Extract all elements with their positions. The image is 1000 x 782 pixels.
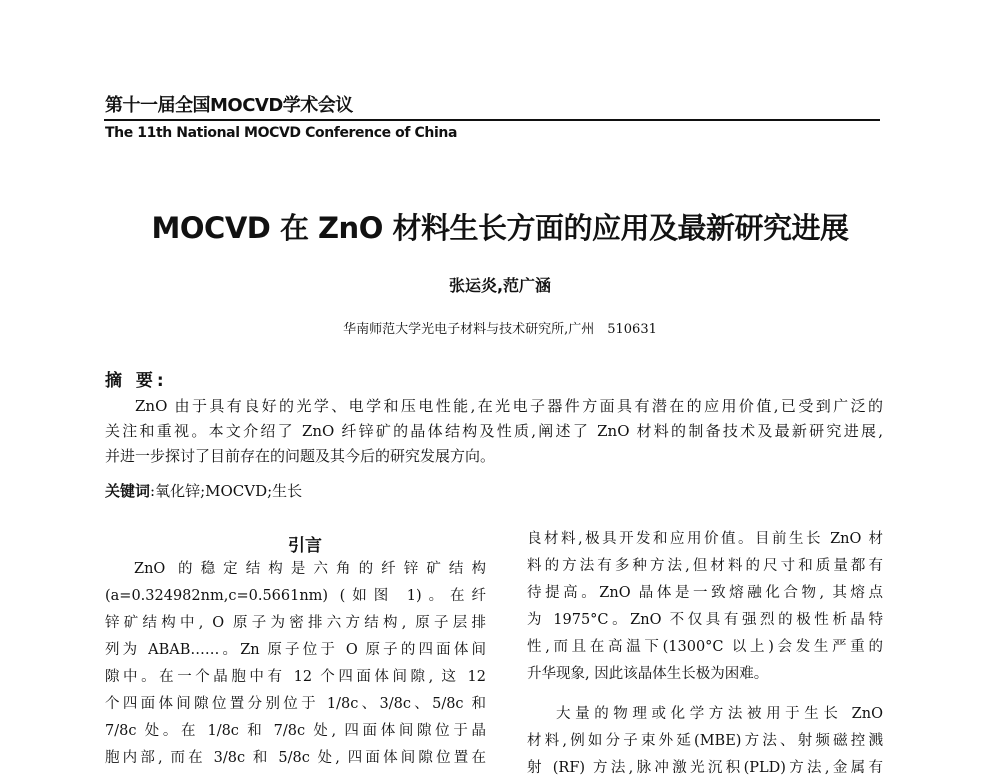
- keywords-line: [105, 480, 302, 501]
- body-line: 升华现象, 因此该晶体生长极为困难。: [527, 666, 769, 682]
- conference-name-en: The 11th National MOCVD Conference of China: [105, 125, 458, 141]
- keywords-label: 关键词: [105, 482, 151, 500]
- abstract-heading: 摘 要:: [105, 371, 168, 391]
- abstract-line: 关注和重视。本文介绍了 ZnO 纤锌矿的晶体结构及性质,阐述了 ZnO 材料的制备技术及最新研究进展,: [105, 422, 883, 440]
- abstract-body: [105, 394, 883, 469]
- body-line: 射 (RF) 方法,脉冲激光沉积(PLD)方法,金属有: [527, 760, 883, 776]
- body-line: 为 1975°C。ZnO 不仅具有强烈的极性析晶特: [527, 612, 883, 628]
- abstract-line: ZnO 由于具有良好的光学、电学和压电性能,在光电子器件方面具有潜在的应用价值,已受到广泛的: [135, 397, 883, 415]
- body-line: (a=0.324982nm,c=0.5661nm) (如图 1)。在纤: [105, 588, 486, 604]
- paper-affiliation: 华南师范大学光电子材料与技术研究所,广州 510631: [343, 322, 657, 337]
- body-line: 料的方法有多种方法,但材料的尺寸和质量都有: [527, 558, 883, 574]
- body-line: 性,而且在高温下(1300°C 以上)会发生严重的: [527, 639, 883, 655]
- body-column-right: [527, 526, 883, 782]
- header-rule: [104, 119, 880, 121]
- body-line: 个四面体间隙位置分别位于 1/8c、3/8c、5/8c 和: [105, 696, 486, 712]
- body-line: 列为 ABAB……。Zn 原子位于 O 原子的四面体间: [105, 642, 486, 658]
- section-heading-intro: 引言: [288, 536, 322, 556]
- body-line: 大量的物理或化学方法被用于生长 ZnO: [556, 706, 883, 722]
- body-line: 良材料,极具开发和应用价值。目前生长 ZnO 材: [527, 531, 883, 547]
- paper-title: MOCVD 在 ZnO 材料生长方面的应用及最新研究进展: [151, 211, 849, 245]
- body-line: 隙中。在一个晶胞中有 12 个四面体间隙, 这 12: [105, 669, 486, 685]
- paragraph-gap: [527, 688, 883, 701]
- abstract-line: 并进一步探讨了目前存在的问题及其今后的研究发展方向。: [105, 447, 496, 465]
- body-line: 胞内部, 而在 3/8c 和 5/8c 处, 四面体间隙位置在: [105, 750, 486, 766]
- body-line: 材料,例如分子束外延(MBE)方法、射频磁控溅: [527, 733, 883, 749]
- paper-authors: 张运炎,范广涵: [448, 276, 552, 295]
- keywords-value: :氧化锌;MOCVD;生长: [150, 482, 303, 500]
- body-line: 锌矿结构中, O 原子为密排六方结构, 原子层排: [105, 615, 486, 631]
- body-line: 待提高。ZnO 晶体是一致熔融化合物, 其熔点: [527, 585, 883, 601]
- body-column-left: [105, 556, 486, 772]
- body-line: 7/8c 处。在 1/8c 和 7/8c 处, 四面体间隙位于晶: [105, 723, 486, 739]
- conference-name-cn: 第十一届全国MOCVD学术会议: [105, 95, 353, 116]
- body-line: ZnO 的稳定结构是六角的纤锌矿结构: [134, 561, 486, 577]
